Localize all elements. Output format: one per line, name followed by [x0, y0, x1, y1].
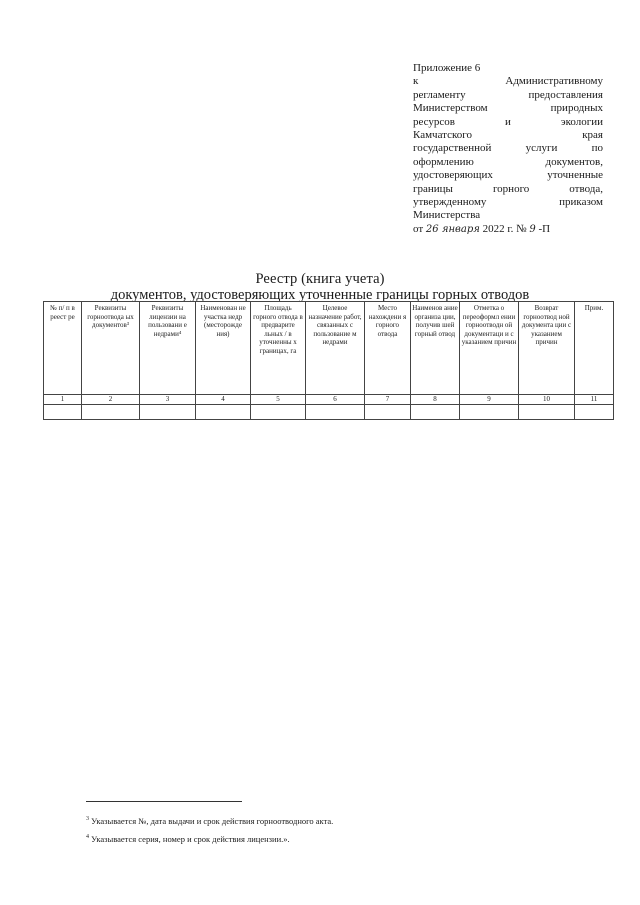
header-cell: Возврат горноотвод ной документа ции с указанием причин: [519, 302, 575, 395]
empty-cell: [44, 405, 82, 420]
date-prefix: от: [413, 222, 424, 235]
appendix-line: Министерства: [413, 209, 481, 222]
header-cell: Место нахождени я горного отвода: [365, 302, 411, 395]
empty-row: [44, 405, 614, 420]
column-number: 8: [411, 395, 460, 405]
footnote: [86, 832, 290, 844]
header-cell: Прим.: [575, 302, 614, 395]
empty-cell: [251, 405, 306, 420]
column-number: 1: [44, 395, 82, 405]
empty-cell: [460, 405, 519, 420]
footnote-mark: 3: [86, 816, 89, 822]
date-year: 2022 г. №: [482, 222, 527, 235]
column-number: 7: [365, 395, 411, 405]
header-cell: Реквизиты лицензии на пользовани е недрами⁴: [140, 302, 196, 395]
appendix-line: удостоверяющих уточненные: [413, 169, 603, 182]
appendix-date-line: [413, 223, 603, 236]
header-cell: № п/ п в реест ре: [44, 302, 82, 395]
column-number-row: [44, 395, 614, 405]
header-cell: Отметка о переоформл ении горноотводн ой документаци и с указанием причин: [460, 302, 519, 395]
column-number: 9: [460, 395, 519, 405]
appendix-line: регламенту предоставления: [413, 88, 603, 101]
appendix-line: государственной услуги по: [413, 142, 603, 155]
column-number: 10: [519, 395, 575, 405]
registry-subtitle: документов, удостоверяющих уточненные границы горных отводов: [110, 287, 530, 303]
appendix-line: утвержденному приказом: [413, 196, 603, 209]
appendix-line: ресурсов и экологии: [413, 115, 603, 128]
empty-cell: [365, 405, 411, 420]
footnote-mark: 4: [86, 834, 89, 840]
empty-cell: [82, 405, 140, 420]
registry-table: [43, 301, 614, 420]
footnote-text: Указывается №, дата выдачи и срок действия горноотводного акта.: [91, 815, 334, 826]
header-cell: Реквизиты горноотвода ых документов³: [82, 302, 140, 395]
appendix-line: оформлению документов,: [413, 155, 603, 168]
header-cell: Наименован не участка недр (месторожде ния): [196, 302, 251, 395]
header-cell: Целевое назначение работ, связанных с пользование м недрами: [306, 302, 365, 395]
number-suffix: -П: [538, 222, 551, 235]
table-header-row: [44, 302, 614, 395]
footnote-separator: [86, 801, 242, 802]
column-number: 11: [575, 395, 614, 405]
footnote: [86, 814, 333, 826]
empty-cell: [519, 405, 575, 420]
header-cell: Площадь горного отвода в предварите льных / в уточненны х границах, га: [251, 302, 306, 395]
column-number: 6: [306, 395, 365, 405]
appendix-line: границы горного отвода,: [413, 182, 603, 195]
column-number: 2: [82, 395, 140, 405]
column-number: 4: [196, 395, 251, 405]
empty-cell: [411, 405, 460, 420]
column-number: 3: [140, 395, 196, 405]
registry-title: Реестр (книга учета): [255, 271, 385, 287]
footnote-text: Указывается серия, номер и срок действия лицензии.».: [91, 833, 290, 844]
appendix-heading: Приложение 6: [413, 62, 481, 74]
empty-cell: [196, 405, 251, 420]
empty-cell: [140, 405, 196, 420]
handwritten-date: 26 января: [425, 223, 480, 235]
header-cell: Наименов ание организа ции, получив шей горный отвод: [411, 302, 460, 395]
empty-cell: [306, 405, 365, 420]
appendix-line: к Административному: [413, 75, 603, 88]
appendix-block: [413, 62, 603, 236]
appendix-line: Министерством природных: [413, 102, 603, 115]
handwritten-number: 9: [529, 223, 536, 235]
column-number: 5: [251, 395, 306, 405]
empty-cell: [575, 405, 614, 420]
appendix-line: Камчатского края: [413, 129, 603, 142]
